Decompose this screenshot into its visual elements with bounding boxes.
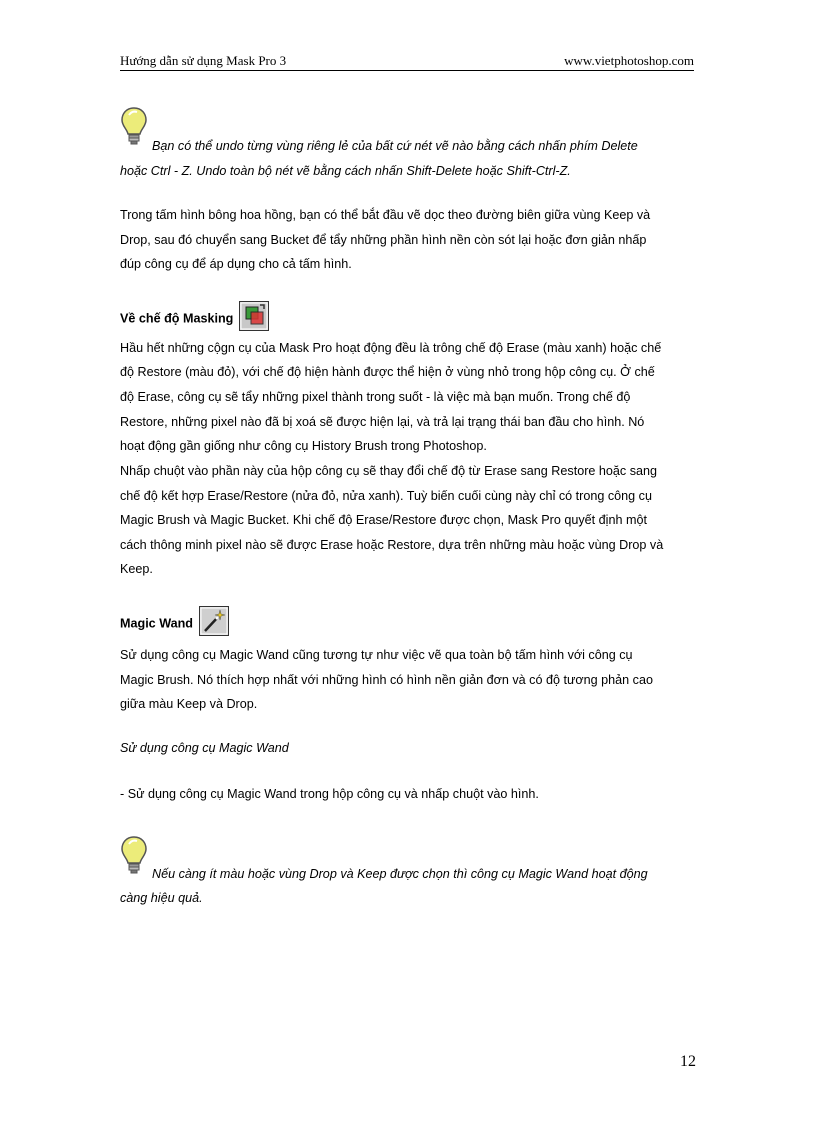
para1-line3: đúp công cụ để áp dụng cho cả tấm hình.: [120, 257, 352, 271]
tip2-line2: càng hiệu quả.: [120, 891, 203, 905]
tip1-line2: hoặc Ctrl - Z. Undo toàn bộ nét vẽ bằng cách nhấn Shift-Delete hoặc Shift-Ctrl-Z.: [120, 164, 571, 178]
page-header: [120, 53, 694, 71]
page-number: 12: [680, 1053, 696, 1070]
masking-p2-line3: Magic Brush và Magic Bucket. Khi chế độ Erase/Restore được chọn, Mask Pro quyết định một: [120, 513, 647, 527]
masking-p2-line4: cách thông minh pixel nào sẽ được Erase hoặc Restore, dựa trên những màu hoặc vùng Drop và: [120, 538, 664, 552]
magicwand-step: - Sử dụng công cụ Magic Wand trong hộp công cụ và nhấp chuột vào hình.: [120, 787, 539, 801]
lightbulb-icon: [120, 835, 148, 875]
masking-mode-icon: [239, 301, 269, 331]
masking-p1-line3: độ Erase, công cụ sẽ tẩy những pixel thành trong suốt - là việc mà bạn muốn. Trong chế độ: [120, 390, 631, 404]
masking-p2-line2: chế độ kết hợp Erase/Restore (nửa đỏ, nửa xanh). Tuỳ biến cuối cùng này chỉ có trong công cụ: [120, 489, 652, 503]
magicwand-p1-line1: Sử dụng công cụ Magic Wand cũng tương tự như việc vẽ qua toàn bộ tấm hình với công cụ: [120, 648, 633, 662]
masking-p1-line1: Hầu hết những cộgn cụ của Mask Pro hoạt động đều là trông chế độ Erase (màu xanh) hoặc chế: [120, 341, 662, 355]
para1-line1: Trong tấm hình bông hoa hồng, bạn có thể bắt đầu vẽ dọc theo đường biên giữa vùng Keep và: [120, 208, 651, 222]
magic-wand-icon: [199, 606, 229, 636]
lightbulb-icon: [120, 106, 148, 146]
masking-heading: [120, 301, 694, 335]
masking-p1-line5: hoạt động gần giống như công cụ History Brush trong Photoshop.: [120, 439, 487, 453]
magicwand-p1-line2: Magic Brush. Nó thích hợp nhất với những hình có hình nền giản đơn và có độ tương phản cao: [120, 673, 653, 687]
masking-p2-line5: Keep.: [120, 562, 153, 576]
para1-line2: Drop, sau đó chuyển sang Bucket để tẩy những phần hình nền còn sót lại hoặc đơn giản nhấp: [120, 233, 647, 247]
magicwand-heading: [120, 606, 694, 640]
magicwand-subheading: Sử dụng công cụ Magic Wand: [120, 741, 289, 755]
header-url: www.vietphotoshop.com: [564, 53, 694, 68]
masking-heading-text: Về chế độ Masking: [120, 311, 234, 326]
magicwand-heading-text: Magic Wand: [120, 616, 193, 631]
header-title: Hướng dẫn sử dụng Mask Pro 3: [120, 53, 287, 68]
masking-p1-line2: độ Restore (màu đỏ), với chế độ hiện hành được thể hiện ở vùng nhỏ trong hộp công cụ. Ở chế: [120, 365, 655, 379]
masking-p2-line1: Nhấp chuột vào phần này của hộp công cụ sẽ thay đổi chế độ từ Erase sang Restore hoặc sang: [120, 464, 658, 478]
tip1-line1: Bạn có thể undo từng vùng riêng lẻ của bất cứ nét vẽ nào bằng cách nhấn phím Delete: [152, 139, 638, 153]
magicwand-p1-line3: giữa màu Keep và Drop.: [120, 697, 258, 711]
masking-p1-line4: Restore, những pixel nào đã bị xoá sẽ được hiện lại, và trả lại trạng thái ban đầu cho hình. Nó: [120, 415, 645, 429]
tip2-line1: Nếu càng ít màu hoặc vùng Drop và Keep được chọn thì công cụ Magic Wand hoạt động: [152, 867, 648, 881]
